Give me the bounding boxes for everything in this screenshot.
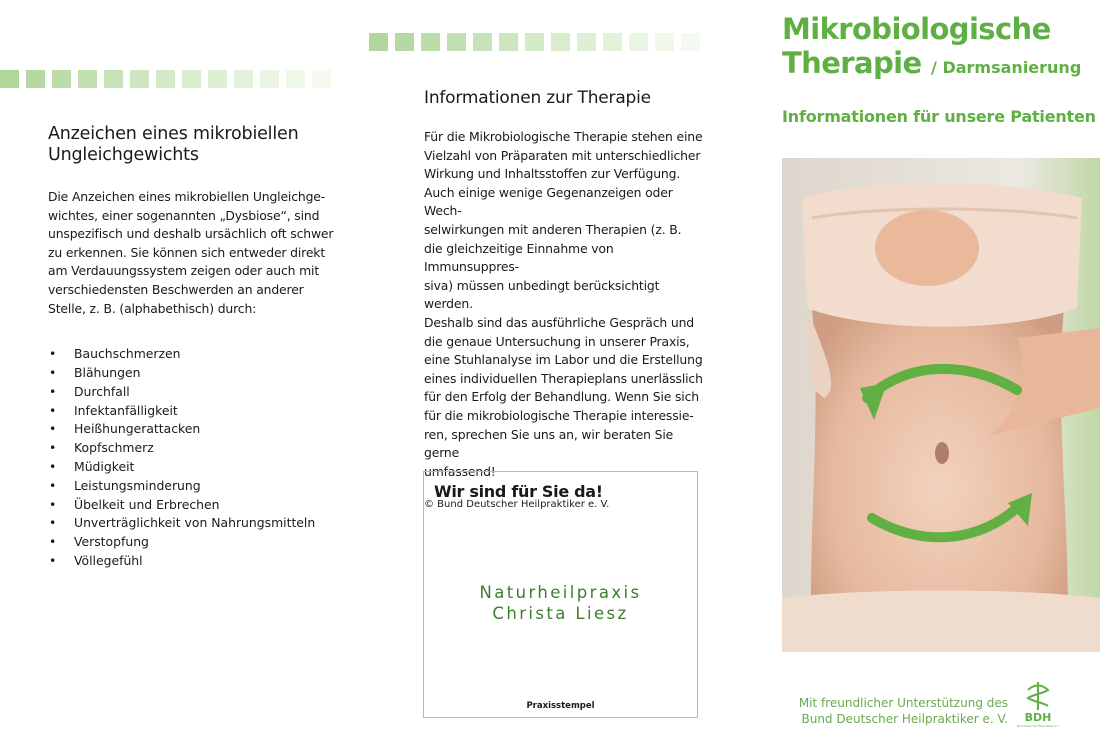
decorative-squares-left xyxy=(0,70,331,88)
decorative-square xyxy=(260,70,279,88)
decorative-square xyxy=(312,70,331,88)
text-line: Stelle, z. B. (alphabethisch) durch: xyxy=(48,300,257,316)
text-line: Deshalb sind das ausführliche Gespräch und xyxy=(424,314,695,330)
text-line: Für die Mikrobiologische Therapie stehen eine xyxy=(424,129,703,144)
decorative-square xyxy=(234,70,253,88)
text-line: wichtes, einer sogenannten „Dysbiose“, sind xyxy=(48,207,320,223)
list-item: • Infektanfälligkeit xyxy=(48,402,338,421)
text-line: am Verdauungssystem zeigen oder auch mit xyxy=(48,263,320,279)
panel-middle-heading: Informationen zur Therapie xyxy=(424,88,651,108)
panel-left-intro xyxy=(48,188,338,318)
text-line: eines individuellen Therapieplans unerlässlich xyxy=(424,370,703,386)
text-line: siva) müssen unbedingt berücksichtigt werden. xyxy=(424,277,660,312)
heading-line: Ungleichgewichts xyxy=(48,145,199,165)
decorative-square xyxy=(156,70,175,88)
text-line: selwirkungen mit anderen Therapien (z. B. xyxy=(424,221,682,237)
list-item: • Leistungsminderung xyxy=(48,477,338,496)
decorative-square xyxy=(551,33,570,51)
text-line: zu erkennen. Sie können sich entweder direkt xyxy=(48,244,326,260)
support-line: Bund Deutscher Heilpraktiker e. V. xyxy=(801,712,1008,726)
decorative-square xyxy=(499,33,518,51)
text-line: Die Anzeichen eines mikrobiellen Ungleichge- xyxy=(48,189,326,204)
text-line: für die mikrobiologische Therapie interessie- xyxy=(424,407,694,423)
text-line: ren, sprechen Sie uns an, wir beraten Sie gerne xyxy=(424,426,674,461)
decorative-square xyxy=(286,70,305,88)
abdomen-illustration xyxy=(782,158,1100,652)
list-item: • Übelkeit und Erbrechen xyxy=(48,496,338,515)
decorative-square xyxy=(0,70,19,88)
decorative-square xyxy=(473,33,492,51)
list-item: • Durchfall xyxy=(48,383,338,402)
decorative-squares-middle xyxy=(369,33,700,51)
decorative-square xyxy=(629,33,648,51)
practice-name xyxy=(424,582,697,624)
list-item: • Heißhungerattacken xyxy=(48,420,338,439)
decorative-square xyxy=(577,33,596,51)
decorative-square xyxy=(182,70,201,88)
list-item: • Verstopfung xyxy=(48,533,338,552)
copyright-note: © Bund Deutscher Heilpraktiker e. V. xyxy=(424,499,610,511)
panel-middle xyxy=(424,88,704,510)
decorative-square xyxy=(395,33,414,51)
decorative-square xyxy=(130,70,149,88)
panel-left-heading xyxy=(48,124,338,166)
decorative-square xyxy=(52,70,71,88)
text-line: für den Erfolg der Behandlung. Wenn Sie sich xyxy=(424,389,699,405)
panel-right xyxy=(782,12,1100,126)
decorative-square xyxy=(681,33,700,51)
list-item: • Bauchschmerzen xyxy=(48,345,338,364)
list-item: • Müdigkeit xyxy=(48,458,338,477)
text-line: Vielzahl von Präparaten mit unterschiedlicher xyxy=(424,147,701,163)
decorative-square xyxy=(78,70,97,88)
abdomen-photo xyxy=(782,158,1100,652)
list-item: • Unverträglichkeit von Nahrungsmitteln xyxy=(48,514,338,533)
symptom-list xyxy=(48,345,338,571)
document-title-line2 xyxy=(782,46,1100,85)
support-note xyxy=(799,695,1008,727)
panel-middle-body xyxy=(424,128,704,481)
logo-text: BDH xyxy=(1024,711,1052,724)
stamp-title: Wir sind für Sie da! xyxy=(434,482,603,501)
practice-name-line: Christa Liesz xyxy=(492,604,629,623)
decorative-square xyxy=(603,33,622,51)
text-line: eine Stuhlanalyse im Labor und die Erstellung xyxy=(424,352,703,368)
title-word: Therapie xyxy=(782,46,922,80)
support-line: Mit freundlicher Unterstützung des xyxy=(798,696,1008,710)
decorative-square xyxy=(208,70,227,88)
text-line: Auch einige wenige Gegenanzeigen oder Wech- xyxy=(424,184,673,219)
practice-stamp-box xyxy=(423,471,698,718)
list-item: • Blähungen xyxy=(48,364,338,383)
decorative-square xyxy=(26,70,45,88)
document-title: Mikrobiologische xyxy=(782,12,1051,46)
text-line: unspezifisch und deshalb ursächlich oft schwer xyxy=(48,226,334,242)
decorative-square xyxy=(369,33,388,51)
list-item: • Völlegefühl xyxy=(48,552,338,571)
text-line: die genaue Untersuchung in unserer Praxis, xyxy=(424,333,690,349)
bdh-logo-icon xyxy=(1016,680,1060,732)
text-line: Wirkung und Inhaltsstoffen zur Verfügung. xyxy=(424,166,681,182)
decorative-square xyxy=(525,33,544,51)
decorative-square xyxy=(421,33,440,51)
decorative-square xyxy=(104,70,123,88)
bdh-logo xyxy=(1016,680,1060,732)
list-item: • Kopfschmerz xyxy=(48,439,338,458)
text-line: verschiedensten Beschwerden an anderer xyxy=(48,281,304,297)
practice-name-line: Naturheilpraxis xyxy=(479,583,642,602)
decorative-square xyxy=(447,33,466,51)
decorative-square xyxy=(655,33,674,51)
panel-left xyxy=(48,124,338,571)
stamp-label: Praxisstempel xyxy=(526,701,595,711)
heading-line: Anzeichen eines mikrobiellen xyxy=(48,124,299,144)
text-line: umfassend! xyxy=(424,463,496,479)
logo-small-text: Bund Deutscher Heilpraktiker e.V. xyxy=(1016,725,1060,728)
document-subtitle: Informationen für unsere Patienten xyxy=(782,107,1096,126)
text-line: die gleichzeitige Einnahme von Immunsuppres- xyxy=(424,240,614,275)
title-suffix: / Darmsanierung xyxy=(931,58,1082,77)
